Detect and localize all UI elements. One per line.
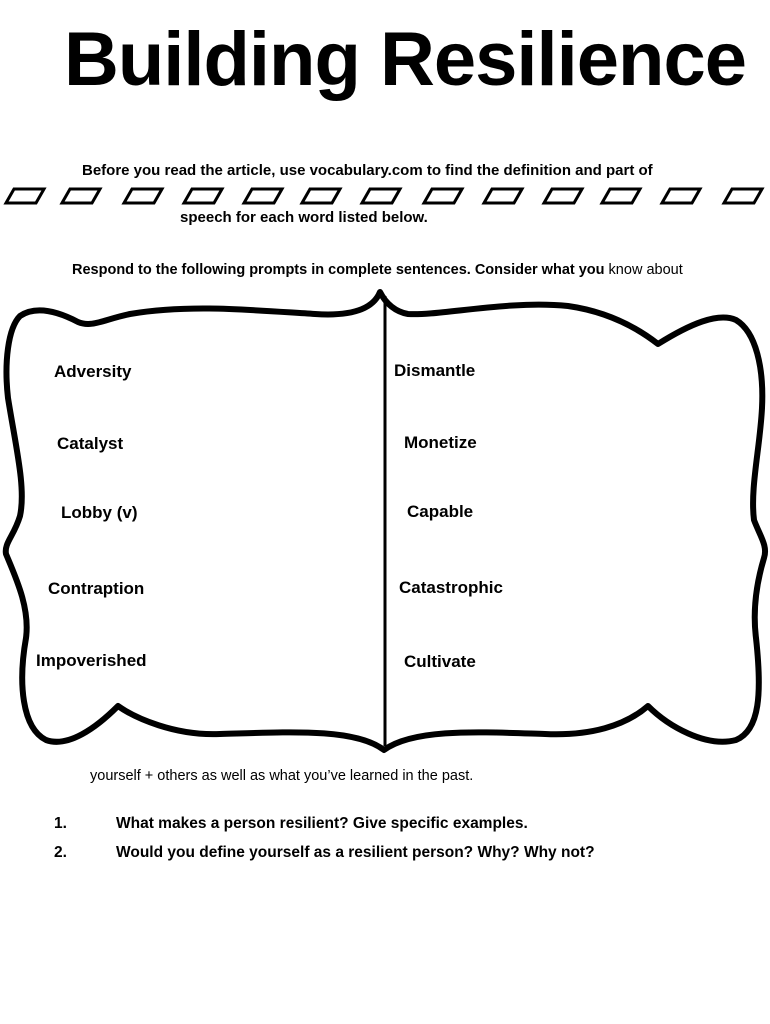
vocab-word-catastrophic: Catastrophic — [399, 578, 503, 597]
vocab-word-cultivate: Cultivate — [404, 652, 476, 671]
vocab-word-monetize: Monetize — [404, 433, 477, 452]
vocab-word-catalyst: Catalyst — [57, 434, 124, 453]
page-title: Building Resilience — [63, 17, 747, 102]
prompt-text: What makes a person resilient? Give specific examples. — [116, 815, 528, 832]
vocab-word-capable: Capable — [407, 502, 474, 521]
vocabulary-frame — [0, 288, 770, 758]
vocab-word-adversity: Adversity — [54, 362, 132, 381]
prompt-item — [54, 815, 528, 833]
instructions-line-1: Before you read the article, use vocabulary.com to find the definition and part of — [82, 162, 653, 179]
instructions-line-2: speech for each word listed below. — [180, 209, 428, 226]
vocab-word-lobby: Lobby (v) — [61, 503, 138, 522]
instructions-line-3-light: know about — [604, 262, 683, 278]
vocab-word-dismantle: Dismantle — [394, 361, 476, 380]
instructions-line-3-bold: Respond to the following prompts in complete sentences. Consider what you — [72, 262, 605, 278]
prompt-text: Would you define yourself as a resilient person? Why? Why not? — [116, 844, 595, 861]
prompt-number: 1. — [54, 815, 67, 832]
prompt-number: 2. — [54, 844, 67, 861]
vocab-word-contraption: Contraption — [48, 579, 145, 598]
parallelogram-border-decoration — [0, 184, 770, 206]
vocab-word-impoverished: Impoverished — [36, 651, 147, 670]
instructions-line-3 — [72, 262, 683, 278]
prompt-item — [54, 844, 595, 862]
instructions-line-4: yourself + others as well as what you’ve learned in the past. — [90, 768, 474, 784]
